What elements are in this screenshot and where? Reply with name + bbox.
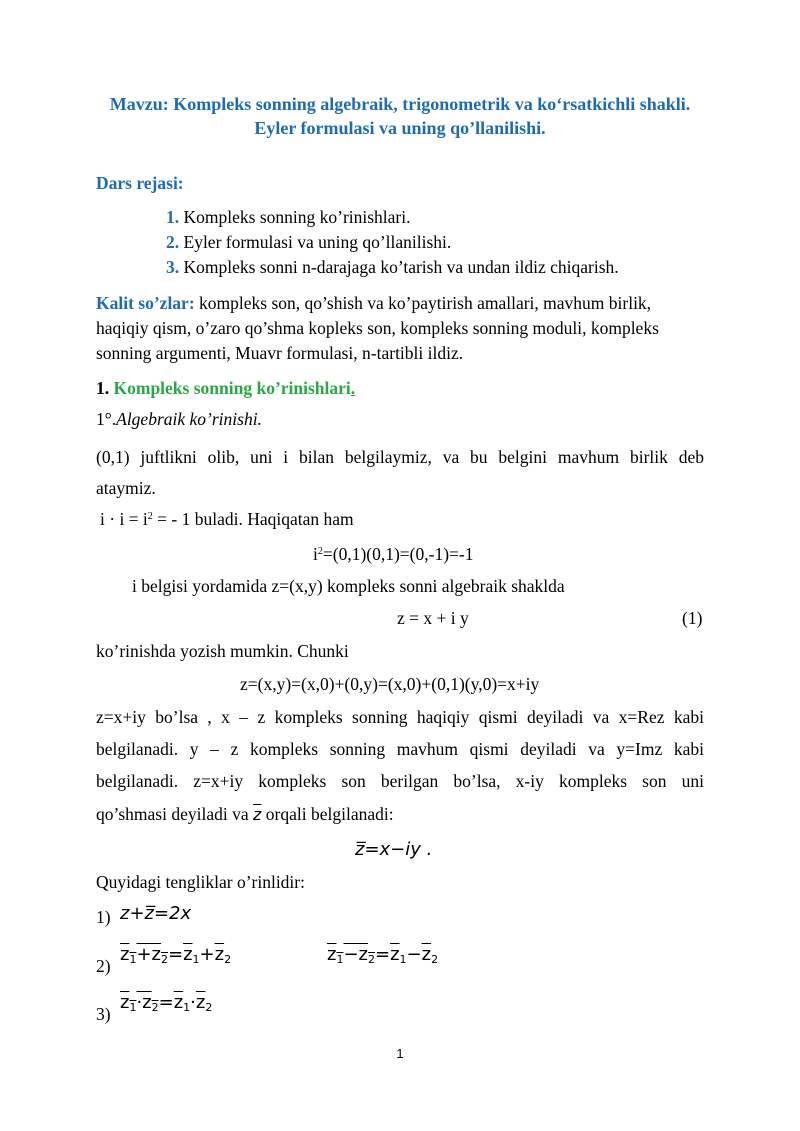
keywords-line-1 [96,292,651,314]
conjugate-z-symbol: $\overline{z}$ [253,805,262,824]
title-line-1: Mavzu: Kompleks sonning algebraik, trigonometrik va ko‘rsatkichli shakli. [109,94,691,114]
plan-item-number: 3. [166,257,180,277]
section-heading [96,377,355,399]
equation-1-number: (1) [682,608,703,628]
property-3-product: $z_1\cdot z_2=\overline{z}_1\cdot\overline{z}_2$ [120,992,213,1014]
plan-item-text: Eyler formulasi va uning qo’llanilishi. [183,232,452,252]
paragraph-6: Quyidagi tengliklar o’rinlidir: [96,872,305,892]
keywords-line-3: sonning argumenti, Muavr formulasi, n-tartibli ildiz. [96,343,464,363]
section-title-dot: . [350,378,356,398]
paragraph-2-b: = - 1 buladi. Haqiqatan ham [152,509,354,529]
plan-heading: Dars rejasi: [96,173,184,193]
plan-item-3 [166,256,619,278]
paragraph-2 [100,508,354,530]
paragraph-5-line-1: z=x+iy bo’lsa , x – z kompleks sonning haqiqiy qismi deyiladi va x=Rez kabi [96,707,704,727]
paragraph-2-sup: 2 [147,511,153,522]
paragraph-5-line-4 [96,803,394,826]
equation-2: z=(x,y)=(x,0)+(0,y)=(x,0)+(0,1)(y,0)=x+iy [240,674,540,694]
paragraph-1-line-2: ataymiz. [96,478,156,498]
keywords-text: kompleks son, qo’shish va ko’paytirish amallari, mavhum birlik, [194,293,652,313]
equation-conjugate: z̅=x−iy . [355,839,433,860]
property-2-number: 2) [96,956,111,976]
plan-item-text: Kompleks sonning ko’rinishlari. [183,207,411,227]
title-line-2: Eyler formulasi va uning qo’llanilishi. [254,118,546,138]
paragraph-4: ko’rinishda yozish mumkin. Chunki [96,641,349,661]
eq-i: i [313,544,318,564]
property-3-number: 3) [96,1004,111,1024]
paragraph-3: i belgisi yordamida z=(x,y) kompleks sonni algebraik shaklda [132,576,565,596]
keywords-line-2: haqiqiy qism, o’zaro qo’shma kopleks son, kompleks sonning moduli, kompleks [96,318,659,338]
paragraph-5-line-2: belgilanadi. y – z kompleks sonning mavhum qismi deyiladi va y=Imz kabi [96,739,704,759]
eq-i-sup: 2 [317,546,323,557]
section-number: 1. [96,378,114,398]
property-2-difference: $z_1-z_2=\overline{z}_1-\overline{z}_2$ [327,944,439,966]
property-2-sum: $z_1+z_2=\overline{z}_1+\overline{z}_2$ [120,944,232,966]
subsection-title: Algebraik ko’rinishi. [116,409,262,429]
paragraph-2-a: i · i = i [100,509,148,529]
subsection-heading [96,408,262,430]
plan-item-number: 2. [166,232,180,252]
paragraph-5-line-3: belgilanadi. z=x+iy kompleks son berilgan bo’lsa, x-iy kompleks son uni [96,771,704,791]
subsection-number: 1°. [96,409,117,429]
page-number: 1 [396,1046,404,1061]
section-title: Kompleks sonning ko’rinishlari [113,378,351,398]
paragraph-5-line-4-b: orqali belgilanadi: [261,804,394,824]
plan-item-2 [166,231,451,253]
property-1: z+z̅=2x [120,903,192,924]
eq-i-rest: =(0,1)(0,1)=(0,-1)=-1 [322,544,474,564]
equation-1: z = x + i y [397,608,469,628]
property-1-number: 1) [96,907,111,927]
plan-item-number: 1. [166,207,180,227]
plan-item-1 [166,206,411,228]
paragraph-1-line-1: (0,1) juftlikni olib, uni i bilan belgilaymiz, va bu belgini mavhum birlik deb [96,447,704,467]
keywords-label: Kalit so’zlar: [96,293,195,313]
plan-item-text: Kompleks sonni n-darajaga ko’tarish va undan ildiz chiqarish. [183,257,619,277]
equation-i-squared [313,543,473,565]
paragraph-5-line-4-a: qo’shmasi deyiladi va [96,804,253,824]
